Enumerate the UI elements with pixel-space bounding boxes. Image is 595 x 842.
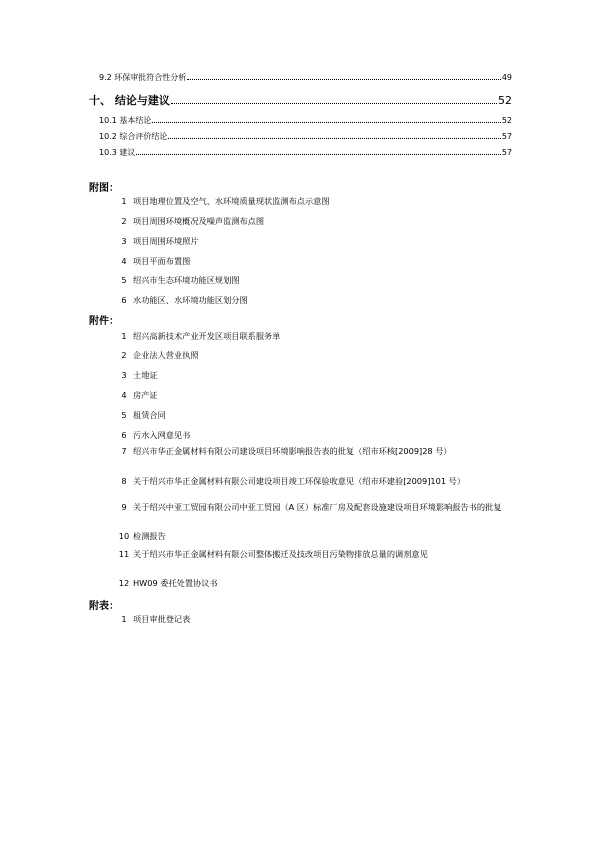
item-number: 6: [121, 430, 127, 440]
list-item: [116, 196, 516, 207]
toc-page: 52: [498, 94, 512, 107]
item-text: 租赁合同: [133, 410, 166, 420]
item-text: 项目周围环境概况及噪声监测布点图: [133, 216, 265, 226]
toc-label: 10.1 基本结论: [99, 116, 152, 125]
attachments-heading: 附件：: [89, 316, 119, 327]
list-item: [116, 531, 516, 542]
toc-entry[interactable]: [89, 132, 512, 142]
toc-entry[interactable]: [89, 148, 512, 158]
item-number: 2: [121, 350, 127, 360]
list-item: [116, 430, 516, 441]
item-number: 9: [121, 502, 127, 512]
item-text: 企业法人营业执照: [133, 350, 199, 360]
toc-page: 49: [501, 73, 512, 82]
item-number: 3: [121, 236, 127, 246]
list-item: [116, 549, 516, 560]
item-number: 4: [121, 256, 127, 266]
toc-label: 十、 结论与建议: [89, 94, 170, 107]
list-item: [116, 295, 516, 306]
toc-leader: [136, 153, 500, 155]
item-text: 关于绍兴市华正金属材料有限公司整体搬迁及技改项目污染物排放总量的调剂意见: [133, 549, 428, 559]
toc-page: 57: [501, 148, 512, 157]
item-text: 绍兴市生态环境功能区规划图: [133, 275, 240, 285]
toc-leader: [168, 137, 500, 139]
toc-leader: [187, 78, 501, 80]
item-text: 房产证: [133, 390, 158, 400]
list-item: [116, 256, 516, 267]
toc-label: 9.2 环保审批符合性分析: [99, 73, 187, 82]
list-item: [116, 275, 516, 286]
item-number: 5: [121, 275, 127, 285]
item-number: 7: [121, 446, 127, 456]
figures-heading: 附图：: [89, 183, 119, 194]
toc-leader: [171, 102, 497, 104]
item-number: 4: [121, 390, 127, 400]
item-text: 项目审批登记表: [133, 614, 191, 624]
item-number: 12: [118, 578, 130, 588]
item-text: 污水入网意见书: [133, 430, 191, 440]
toc-leader: [152, 121, 500, 123]
item-text: 项目地理位置及空气、水环境质量现状监测布点示意图: [133, 196, 330, 206]
item-number: 3: [121, 370, 127, 380]
item-number: 6: [121, 295, 127, 305]
list-item: [116, 331, 516, 342]
toc-page: 57: [501, 132, 512, 141]
item-text: 绍兴高新技术产业开发区项目联系服务单: [133, 331, 281, 341]
item-text: 关于绍兴中亚工贸园有限公司中亚工贸园（A 区）标准厂房及配套设施建设项目环境影响报告书的批复: [133, 502, 502, 512]
list-item: [116, 446, 516, 457]
toc-label: 10.2 综合评价结论: [99, 132, 168, 141]
item-number: 5: [121, 410, 127, 420]
toc-label: 10.3 建议: [99, 148, 136, 157]
item-number: 8: [121, 476, 127, 486]
list-item: [116, 502, 516, 513]
list-item: [116, 410, 516, 421]
item-text: 水功能区、水环境功能区划分图: [133, 295, 248, 305]
item-number: 2: [121, 216, 127, 226]
toc-entry[interactable]: [89, 73, 512, 83]
item-number: 10: [118, 531, 130, 541]
item-text: 项目平面布置图: [133, 256, 191, 266]
list-item: [116, 476, 516, 487]
item-number: 11: [118, 549, 130, 559]
list-item: [116, 390, 516, 401]
toc-page: 52: [501, 116, 512, 125]
item-number: 1: [121, 196, 127, 206]
item-text: HW09 委托处置协议书: [133, 578, 218, 588]
item-text: 项目周围环境照片: [133, 236, 199, 246]
list-item: [116, 578, 516, 589]
list-item: [116, 614, 516, 625]
tables-heading: 附表：: [89, 601, 119, 612]
list-item: [116, 236, 516, 247]
toc-entry[interactable]: [89, 94, 512, 107]
item-number: 1: [121, 614, 127, 624]
list-item: [116, 370, 516, 381]
item-number: 1: [121, 331, 127, 341]
item-text: 关于绍兴市华正金属材料有限公司建设项目竣工环保验收意见（绍市环建验[2009]101 号）: [133, 476, 466, 486]
item-text: 土地证: [133, 370, 158, 380]
list-item: [116, 216, 516, 227]
item-text: 检测报告: [133, 531, 166, 541]
item-text: 绍兴市华正金属材料有限公司建设项目环境影响报告表的批复（绍市环核[2009]28 号）: [133, 446, 452, 456]
toc-entry[interactable]: [89, 116, 512, 126]
list-item: [116, 350, 516, 361]
